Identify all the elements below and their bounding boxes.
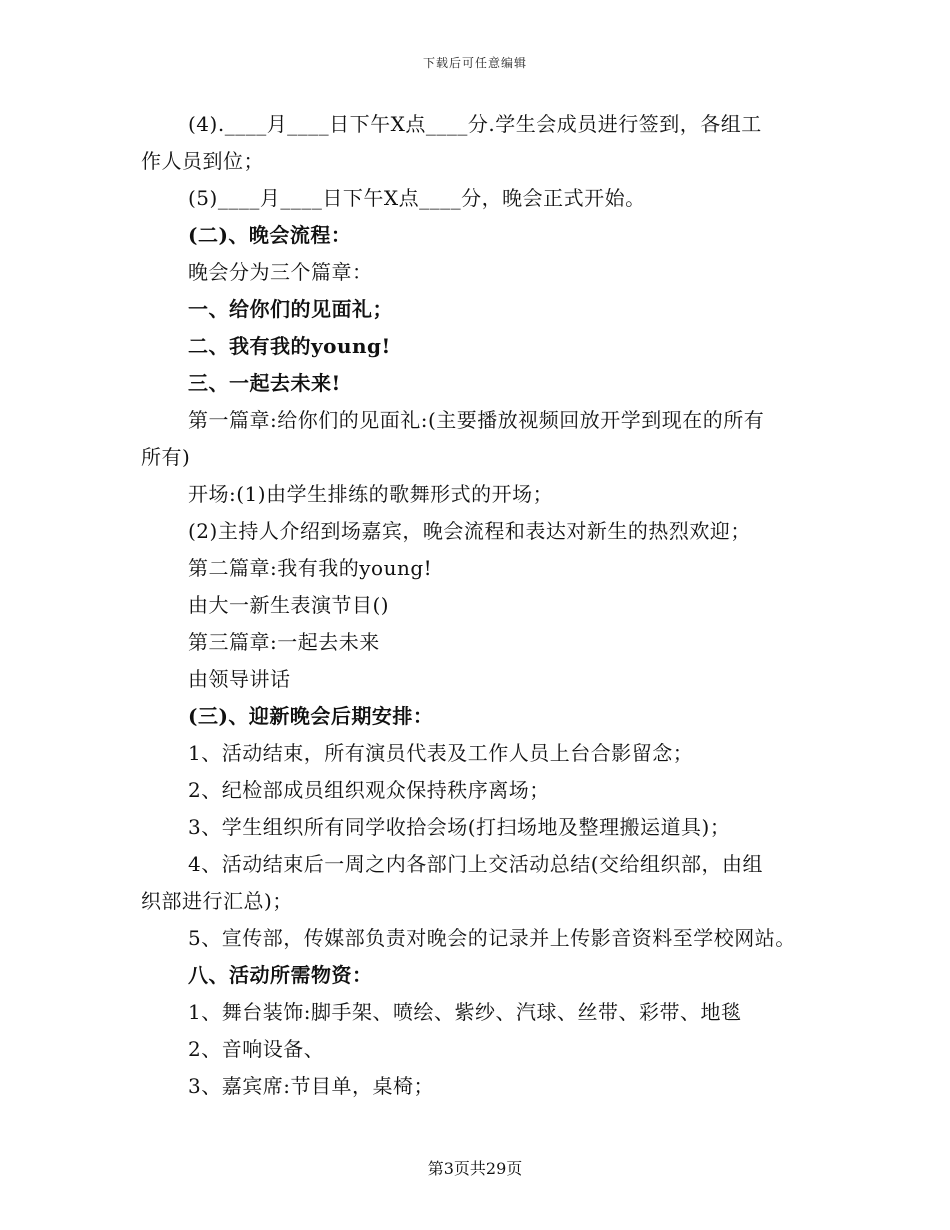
text-line: 1、舞台装饰:脚手架、喷绘、紫纱、汽球、丝带、彩带、地毯 xyxy=(188,1000,742,1024)
section-heading: (二)、晚会流程： xyxy=(188,223,352,247)
text-line: 由领导讲话 xyxy=(188,667,291,691)
section-heading: 八、活动所需物资： xyxy=(188,963,373,987)
text-line: 织部进行汇总)； xyxy=(141,889,293,913)
text-line: 第二篇章:我有我的young! xyxy=(188,556,433,580)
section-heading: (三)、迎新晚会后期安排： xyxy=(188,704,434,728)
section-heading: 二、我有我的young! xyxy=(188,334,391,358)
page-footer: 第3页共29页 xyxy=(427,1159,523,1178)
text-line: 所有) xyxy=(141,445,191,469)
text-line: 第一篇章:给你们的见面礼:(主要播放视频回放开学到现在的所有 xyxy=(188,408,765,432)
text-line: 3、嘉宾席:节目单，桌椅； xyxy=(188,1074,434,1098)
text-line: 由大一新生表演节目() xyxy=(188,593,390,617)
text-line: 晚会分为三个篇章： xyxy=(188,260,373,284)
text-line: 2、纪检部成员组织观众保持秩序离场； xyxy=(188,778,550,802)
text-line: 5、宣传部，传媒部负责对晚会的记录并上传影音资料至学校网站。 xyxy=(188,926,796,950)
text-line: 4、活动结束后一周之内各部门上交活动总结(交给组织部，由组 xyxy=(188,852,764,876)
text-line: (4).____月____日下午X点____分.学生会成员进行签到，各组工 xyxy=(188,112,762,136)
text-line: 1、活动结束，所有演员代表及工作人员上台合影留念； xyxy=(188,741,694,765)
text-line: 开场:(1)由学生排练的歌舞形式的开场； xyxy=(188,482,554,506)
page-header: 下载后可任意编辑 xyxy=(422,56,527,70)
text-line: (5)____月____日下午X点____分，晚会正式开始。 xyxy=(188,186,646,210)
text-line: (2)主持人介绍到场嘉宾，晚会流程和表达对新生的热烈欢迎； xyxy=(188,519,751,543)
section-heading: 一、给你们的见面礼； xyxy=(188,297,393,321)
text-line: 作人员到位； xyxy=(141,149,264,173)
section-heading: 三、一起去未来! xyxy=(188,371,341,395)
text-line: 第三篇章:一起去未来 xyxy=(188,630,380,654)
text-line: 2、音响设备、 xyxy=(188,1037,325,1061)
text-line: 3、学生组织所有同学收拾会场(打扫场地及整理搬运道具)； xyxy=(188,815,731,839)
document-body xyxy=(141,106,831,1105)
